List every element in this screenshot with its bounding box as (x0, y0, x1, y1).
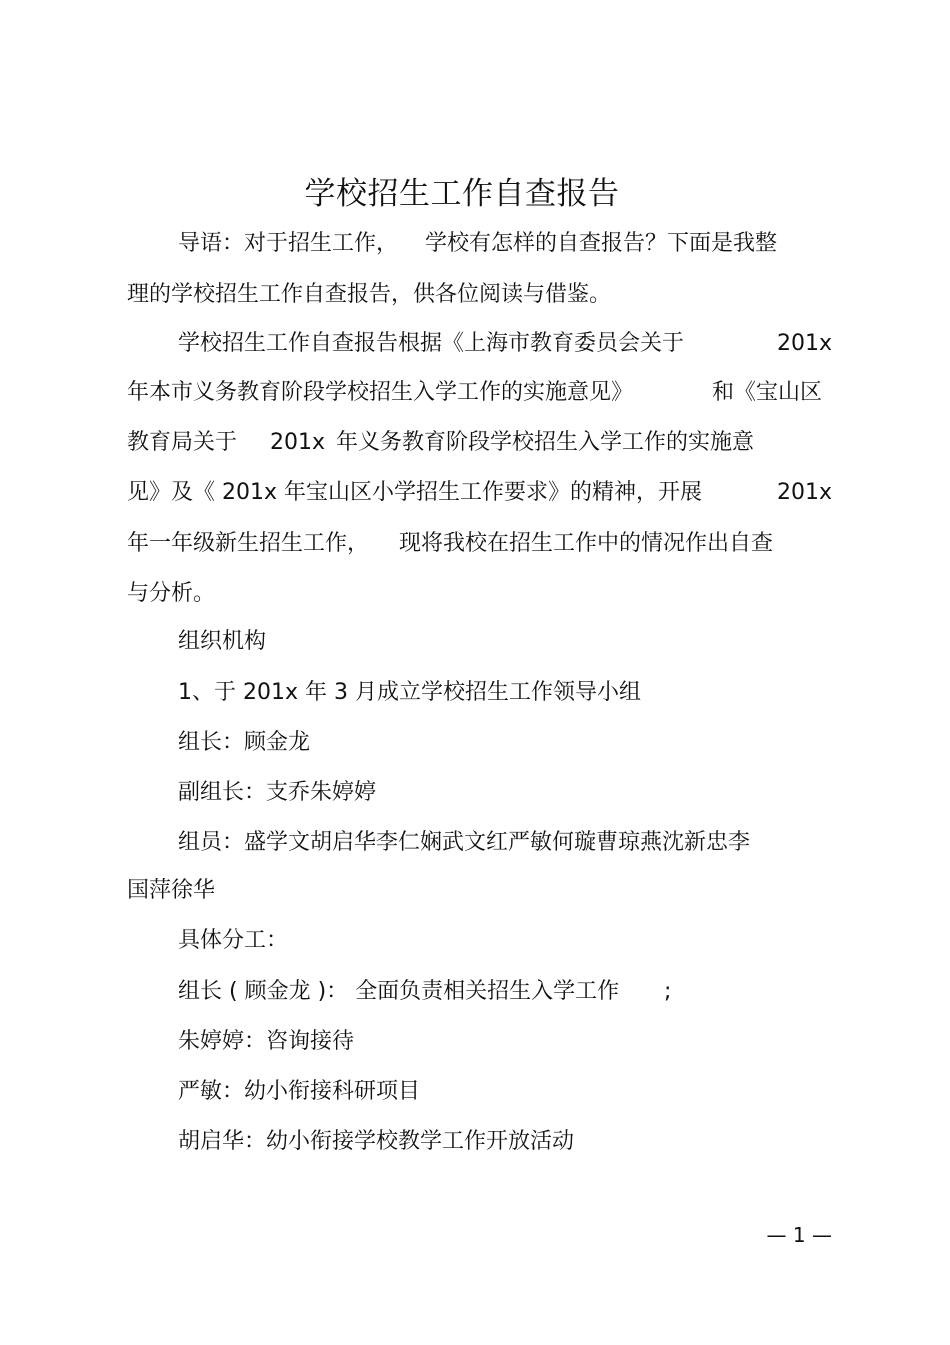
body-line-5a: 年一年级新生招生工作， (127, 531, 370, 556)
org-members-line-2: 国萍徐华 (127, 878, 216, 903)
duty-open-activity: 胡启华：幼小衔接学校教学工作开放活动 (178, 1129, 575, 1154)
org-heading: 组织机构 (178, 629, 267, 654)
body-line-6: 与分析。 (127, 581, 216, 606)
body-line-2-text: 年本市义务教育阶段学校招生入学工作的实施意见》 (127, 380, 634, 405)
intro-line-1a: 导语：对于招生工作， (178, 231, 399, 256)
body-line-1-year: 201x (776, 331, 832, 356)
body-line-4-year: 201x (776, 480, 832, 505)
intro-line-2: 理的学校招生工作自查报告，供各位阅读与借鉴。 (127, 282, 612, 307)
body-line-3b: 201x (270, 430, 326, 455)
body-line-1-text: 学校招生工作自查报告根据《上海市教育委员会关于 (178, 331, 685, 356)
body-line-3a: 教育局关于 (127, 430, 238, 455)
org-leader: 组长：顾金龙 (178, 730, 311, 755)
duty-research: 严敏：幼小衔接科研项目 (178, 1079, 421, 1104)
body-line-1 (178, 329, 832, 359)
body-line-3c: 年义务教育阶段学校招生入学工作的实施意 (336, 430, 755, 455)
intro-line-1b: 学校有怎样的自查报告？下面是我整 (425, 231, 778, 256)
body-line-4-text: 见》及《 201x 年宝山区小学招生工作要求》的精神，开展 (127, 480, 702, 505)
body-line-5b: 现将我校在招生工作中的情况作出自查 (399, 531, 774, 556)
document-title: 学校招生工作自查报告 (304, 176, 620, 212)
body-line-4 (127, 478, 832, 508)
org-members-line-1: 组员：盛学文胡启华李仁娴武文红严敏何璇曹琼燕沈新忠李 (178, 830, 751, 855)
page-number: — 1 — (766, 1223, 832, 1247)
duty-leader: 组长 ( 顾金龙 )： 全面负责相关招生入学工作 (178, 979, 620, 1004)
duty-consulting: 朱婷婷：咨询接待 (178, 1029, 355, 1054)
org-deputy: 副组长：支乔朱婷婷 (178, 780, 377, 805)
duty-leader-semicolon: ; (664, 979, 672, 1004)
division-heading: 具体分工： (178, 928, 289, 953)
org-item-1: 1、于 201x 年 3 月成立学校招生工作领导小组 (178, 680, 641, 705)
body-line-2-end: 和《宝山区 (711, 380, 822, 405)
body-line-2 (127, 378, 822, 408)
